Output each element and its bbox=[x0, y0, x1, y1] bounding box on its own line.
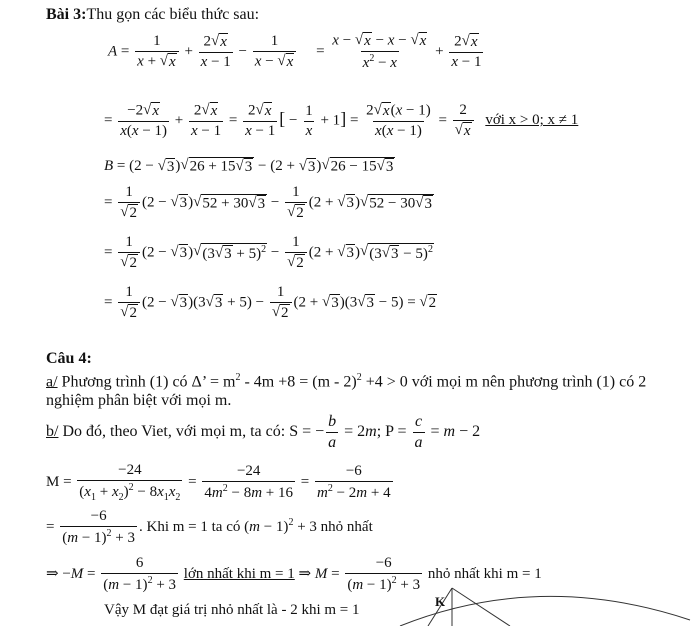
expr-a-line1: A = 1 x + √ x + 2 √ x x − 1 − 1 x − √ x = x − √ x − x − √ x $x^2 - x$ + 2 √ x x − 1 bbox=[108, 32, 482, 71]
nho-nhat-khi-text: nhỏ nhất khi m = 1 bbox=[427, 565, 542, 582]
nho-nhat-text: nhỏ nhất bbox=[320, 518, 373, 535]
bai3-heading bbox=[46, 6, 259, 24]
part-b-mid: ; P = bbox=[376, 423, 411, 441]
conclusion: Vậy M đạt giá trị nhỏ nhất là - 2 khi m = 1 bbox=[104, 602, 360, 618]
cau4-part-b: b/ Do đó, theo Viet, với mọi m, ta có: S = − $\frac{b}{a}$ = 2m; P = $\frac{c}{a}$ = m − 2 bbox=[46, 413, 481, 451]
expr-b-line4: = 1 √ 2 (2 − √ 3 )(3 √ 3 + 5) − 1 √ 2 (2 + √ 3 )(3 √ 3 − 5) = √ 2 bbox=[104, 284, 437, 321]
bai3-instruction: Thu gọn các biểu thức sau: bbox=[86, 6, 260, 23]
expr-a-line2: = −2 √ x x(x − 1) + 2 √ x x − 1 = 2 √ x x − 1 [ − $\frac{1}{x}$ + 1] = 2 √ x (x − 1) x(x − 1) = 2 √ x với x > 0; x ≠ 1 bbox=[104, 102, 579, 139]
point-k-label: K bbox=[435, 594, 446, 609]
part-a-text-3: +4 > 0 với mọi m nên phương trình (1) có 2 bbox=[361, 373, 647, 391]
expr-b-line2: = 1 √ 2 (2 − √ 3 ) √ 52 + 30 √ 3 − 1 √ 2 (2 + √ 3 ) √ 52 − 30 √ 3 bbox=[104, 184, 432, 221]
khi-text: . Khi m = 1 ta có bbox=[139, 518, 245, 535]
expr-m-line2: = $\frac{-6}{(m - 1)^2 + 3}$ . Khi m = 1 ta có $(m - 1)^2 + 3$ nhỏ nhất bbox=[46, 508, 373, 546]
cau4-part-a-line2: nghiệm phân biệt với mọi m. bbox=[46, 392, 232, 409]
part-a-text-1: Phương trình (1) có Δ’ = m bbox=[57, 373, 236, 391]
expr-m-line3: ⇒ −M = $\frac{6}{(m - 1)^2 + 3}$ lớn nhất khi m = 1 ⇒ M = $\frac{-6}{(m - 1)^2 + 3}$ nhỏ nhất khi m = 1 bbox=[46, 555, 542, 593]
domain-note: với x > 0; x ≠ 1 bbox=[485, 112, 579, 129]
part-b-label: b/ bbox=[46, 423, 59, 441]
expr-b-line3: = 1 √ 2 (2 − √ 3 ) √ (3 √ 3 + 5)$^2$ − 1 √ 2 (2 + √ 3 ) √ (3 √ 3 − 5)$^2$ bbox=[104, 234, 433, 271]
lon-nhat-text: lớn nhất khi m = 1 bbox=[183, 565, 295, 582]
part-b-text: Do đó, theo Viet, với mọi m, ta có: S = bbox=[58, 423, 316, 441]
bai3-label: Bài 3: bbox=[46, 6, 87, 23]
expr-m-line1: M = $\frac{-24}{(x_1 + x_2)^2 - 8x_1x_2}$ = $\frac{-24}{4m^2 - 8m + 16}$ = $\frac{-6}{m^2 - 2m + 4}$ bbox=[46, 462, 391, 503]
part-a-label: a/ bbox=[46, 373, 58, 391]
cau4-heading: Câu 4: bbox=[46, 350, 92, 367]
cau4-part-a: a/ Phương trình (1) có Δ’ = $m^2 - 4m +8 = (m - 2)^2 +4 > 0$ với mọi m nên phương trình (1) có 2 bbox=[46, 372, 647, 391]
part-a-text-2: - 4m +8 = (m - 2) bbox=[240, 373, 357, 391]
expr-b-line1: B = (2 − √ 3 ) √ 26 + 15 √ 3 − (2 + √ 3 ) √ 26 − 15 √ 3 bbox=[104, 157, 394, 175]
